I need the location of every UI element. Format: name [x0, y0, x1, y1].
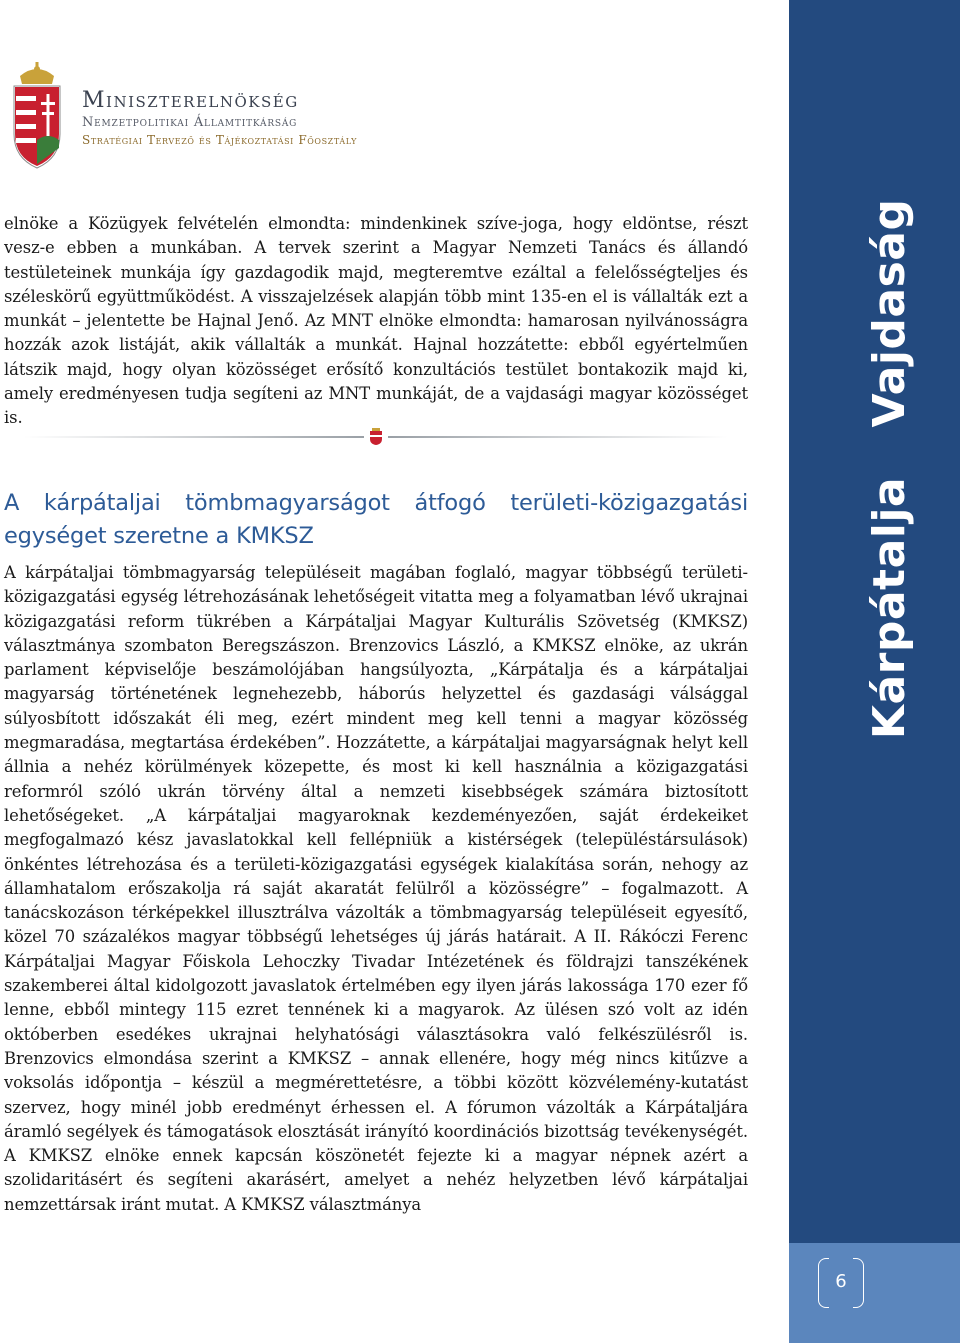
ornamental-divider	[24, 428, 728, 446]
page-header	[4, 60, 424, 180]
page-number: 6	[835, 1271, 847, 1292]
region-label-vajdasag: Vajdaság	[864, 198, 915, 428]
page-number-box	[818, 1258, 864, 1308]
article-karpatalja-body: A kárpátaljai tömbmagyarság településeit magában foglaló, magyar többségű területi-közigazgatási egység létrehozásának lehetőségeit vitatta meg a folyamatban lévő ukrajnai közigazgatási reform tükrében a Kárpátaljai Magyar Kulturális Szövetség (KMKSZ) választmánya szombaton Beregszászon. Brenzovics László, a KMKSZ elnöke, az ukrán parlament képviselője beszámolójában hangsúlyozta, „Kárpátalja és a kárpátaljai magyarság történetének legnehezebb, háborús helyzettel és gazdasági válsággal súlyosbított időszakát éli meg, ezért mindent meg kell tenni a magyar közösség megmaradása, megtartása érdekében”. Hozzátette, a kárpátaljai magyarságnak helyt kell állnia a nehéz körülmények közepette, és most ki kell használnia a közigazgatási reformról szóló ukrán törvény által a nemzeti kisebbségek számára biztosított lehetőségeket. „A kárpátaljai magyaroknak kezdeményezően, saját érdekeiket megfogalmazó kész javaslatokkal kell fellépniük a kistérségek (településtársulások) önkéntes létrehozása és a területi-közigazgatási egységek kialakítása során, nehogy az államhatalom erőszakolja rá saját akaratát felülről a közösségre” – fogalmazott. A tanácskozáson térképekkel illusztrálva vázolták a tömbmagyarság településeit egyesítő, közel 70 százalékos magyar többségű lehetséges új járás határait. A II. Rákóczi Ferenc Kárpátaljai Magyar Főiskola Lehoczky Tivadar Intézetének és földrajzi tanszékének szakemberei által kidolgozott javaslatok értelmében egy ilyen járás lakossága 170 ezer fő lenne, ebből mintegy 115 ezret tennének ki a magyarok. Az ülésen szó volt az idén októberben esedékes ukrajnai helyhatósági választásokra való felkészülésről is. Brenzovics elmondása szerint a KMKSZ – annak ellenére, hogy még nincs kitűzve a voksolás időpontja – készül a megmérettetésre, a többi között közvélemény-kutatást szervez, hogy minél jobb eredményt érhessen el. A fórumon vázolták a Kárpátaljára áramló segélyek és támogatások elosztását irányító koordinációs bizottság tevékenységét. A KMKSZ elnöke ennek kapcsán köszönetét fejezte ki a magyar népnek azért a szolidaritásért és segíteni akarásért, amelyet a nehéz helyzetben lévő kárpátaljai nemzettársak iránt mutat. A KMKSZ választmánya	[4, 563, 748, 1214]
region-label-karpatalja: Kárpátalja	[864, 476, 915, 740]
article-karpatalja-headline: A kárpátaljai tömbmagyarságot átfogó területi-közigazgatási egységet szeretne a KMKSZ	[4, 490, 748, 549]
hungarian-coat-of-arms-icon	[8, 60, 66, 178]
article-vajdasag-body: elnöke a Közügyek felvételén elmondta: mindenkinek szíve-joga, hogy eldöntse, részt vesz-e ebben a munkában. A tervek szerint a Magyar Nemzeti Tanács és állandó testületeinek munkája így gazdagodik majd, megteremtve ezáltal a felelősségteljes és széleskörű együttműködést. A visszajelzések alapján több mint 135-en el is vállalták ezt a munkát – jelentette be Hajnal Jenő. Az MNT elnöke elmondta: hamarosan nyilvánosságra hozzák azok listáját, akik vállalták a munkát. Hajnal hozzátette: ebből egyértelműen látszik majd, hogy olyan közösséget erősítő konzultációs testület bontakozik majd ki, amely eredményesen tudja segíteni az MNT munkáját, de a vajdasági magyar közösséget is.	[4, 214, 748, 428]
organization-subtitle: Nemzetpolitikai Államtitkárság	[82, 115, 298, 130]
organization-name: Miniszterelnökség	[82, 88, 299, 113]
organization-department: Stratégiai Tervező és Tájékoztatási Főosztály	[82, 133, 357, 147]
organization-block	[82, 88, 357, 148]
sidebar-footer-band	[789, 1243, 960, 1343]
